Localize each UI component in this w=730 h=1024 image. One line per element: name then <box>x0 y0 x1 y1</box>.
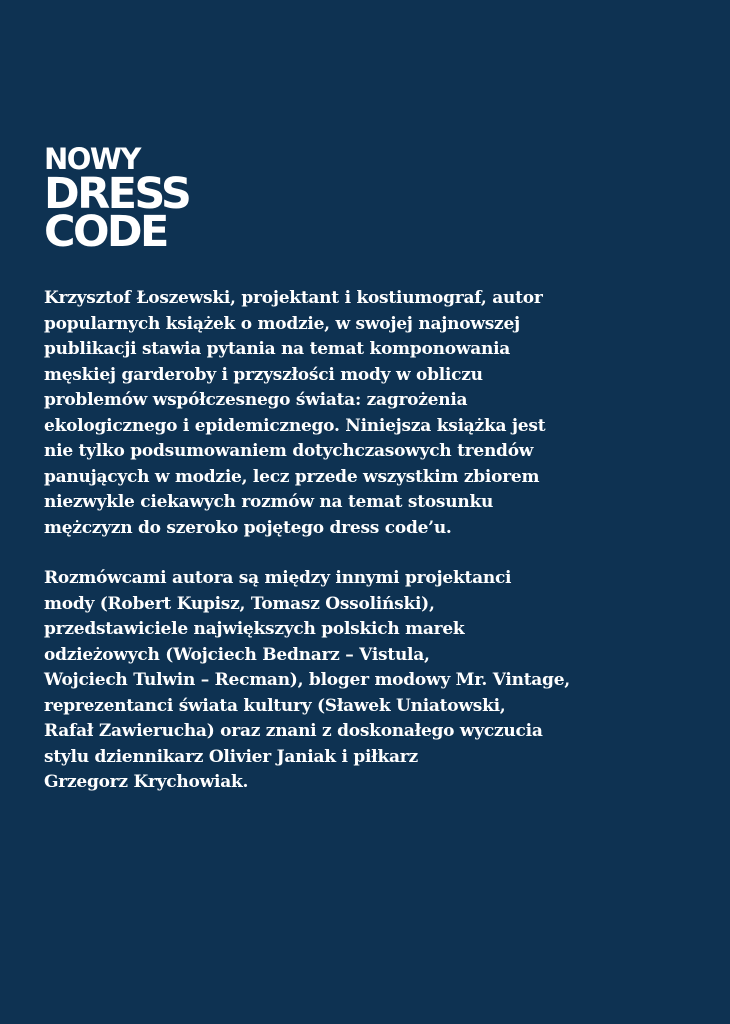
blurb-paragraph-1 <box>44 286 684 541</box>
title-line-code: CODE <box>44 207 167 257</box>
text-line: Rafał Zawierucha) oraz znani z doskonałego wyczucia <box>44 721 543 741</box>
blurb <box>44 286 684 796</box>
text-line: przedstawiciele największych polskich marek <box>44 619 465 639</box>
text-line: problemów współczesnego świata: zagrożenia <box>44 390 468 410</box>
text-line: Rozmówcami autora są między innymi projektanci <box>44 568 512 588</box>
text-line: męskiej garderoby i przyszłości mody w obliczu <box>44 364 483 385</box>
text-line: panujących w modzie, lecz przede wszystkim zbiorem <box>44 466 540 487</box>
blurb-paragraph-2 <box>44 566 684 796</box>
text-line: popularnych książek o modzie, w swojej najnowszej <box>44 313 520 334</box>
text-line: Grzegorz Krychowiak. <box>44 772 249 792</box>
book-title <box>44 142 190 257</box>
text-line: Krzysztof Łoszewski, projektant i kostiumograf, autor <box>44 288 543 308</box>
title-line-nowy: NOWY <box>44 142 140 176</box>
text-line: niezwykle ciekawych rozmów na temat stosunku <box>44 492 494 512</box>
text-line: stylu dziennikarz Olivier Janiak i piłkarz <box>44 746 418 767</box>
title-line-dress: DRESS <box>44 169 190 219</box>
text-line: ekologicznego i epidemicznego. Niniejsza książka jest <box>44 415 546 436</box>
text-line: odzieżowych (Wojciech Bednarz – Vistula, <box>44 644 430 665</box>
text-line: reprezentanci świata kultury (Sławek Uniatowski, <box>44 695 506 716</box>
text-line: Wojciech Tulwin – Recman), bloger modowy Mr. Vintage, <box>44 670 570 690</box>
text-line: publikacji stawia pytania na temat komponowania <box>44 339 511 359</box>
text-line: nie tylko podsumowaniem dotychczasowych trendów <box>44 441 534 461</box>
text-line: mężczyzn do szeroko pojętego dress code’u. <box>44 517 452 538</box>
text-line: mody (Robert Kupisz, Tomasz Ossoliński), <box>44 593 435 614</box>
